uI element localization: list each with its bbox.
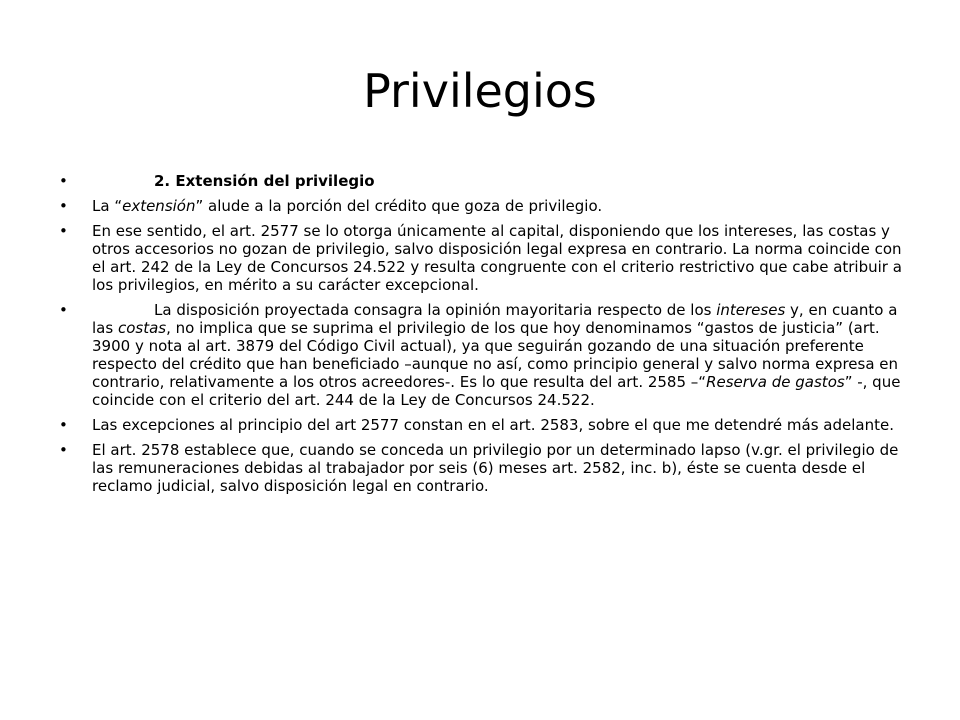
paragraph-text: El art. 2578 establece que, cuando se conceda un privilegio por un determinado lapso (v.gr. el privilegio de las remuneraciones debidas al trabajador por seis (6) meses art. 2582, inc. b), éste se cuenta desde el reclamo judicial, salvo disposición legal en contrario.	[92, 441, 899, 495]
bullet-icon: •	[59, 416, 68, 434]
slide-title: Privilegios	[363, 64, 597, 118]
bullet-item-heading	[56, 172, 916, 190]
paragraph-text: Las excepciones al principio del art 2577 constan en el art. 2583, sobre el que me detendré más adelante.	[92, 416, 894, 434]
italic-term: extensión	[122, 197, 196, 215]
bullet-item-excepciones	[56, 416, 916, 434]
text-run: ” -, que coincide con el criterio del art. 244 de la Ley de Concursos 24.522.	[92, 373, 901, 409]
italic-term: intereses	[716, 301, 786, 319]
text-run: La disposición proyectada consagra la opinión mayoritaria respecto de los	[154, 301, 717, 319]
text-run: ” alude a la porción del crédito que goza de privilegio.	[195, 197, 603, 215]
text-run: y, en cuanto a las	[92, 301, 898, 337]
bullet-item-extension	[56, 197, 916, 215]
italic-term: costas	[117, 319, 167, 337]
bullet-item-art-2577	[56, 222, 916, 294]
paragraph-text: En ese sentido, el art. 2577 se lo otorga únicamente al capital, disponiendo que los intereses, las costas y otros accesorios no gozan de privilegio, salvo disposición legal expresa en contrario. La norma coincide con el art. 242 de la Ley de Concursos 24.522 y resulta congruente con el criterio restrictivo que cabe atribuir a los privilegios, en mérito a su carácter excepcional.	[92, 222, 902, 294]
text-run: , no implica que se suprima el privilegio de los que hoy denominamos “gastos de justicia” (art. 3900 y nota al art. 3879 del Código Civil actual), ya que seguirán gozando de una situación preferente respecto del crédito que han beneficiado –aunque no así, como principio general y salvo norma expresa en contrario, relativamente a los otros acreedores-. Es lo que resulta del art. 2585 –“	[92, 319, 899, 391]
bullet-icon: •	[59, 197, 68, 215]
bullet-icon: •	[59, 222, 68, 240]
bullet-item-art-2578	[56, 441, 916, 495]
italic-term: Reserva de gastos	[706, 373, 845, 391]
bullet-item-disposicion	[56, 301, 916, 409]
bullet-icon: •	[59, 301, 68, 319]
section-heading: 2. Extensión del privilegio	[154, 172, 375, 190]
bullet-icon: •	[59, 441, 68, 459]
bullet-icon: •	[59, 172, 68, 190]
text-run: La “	[92, 197, 123, 215]
bullet-list	[56, 172, 916, 502]
